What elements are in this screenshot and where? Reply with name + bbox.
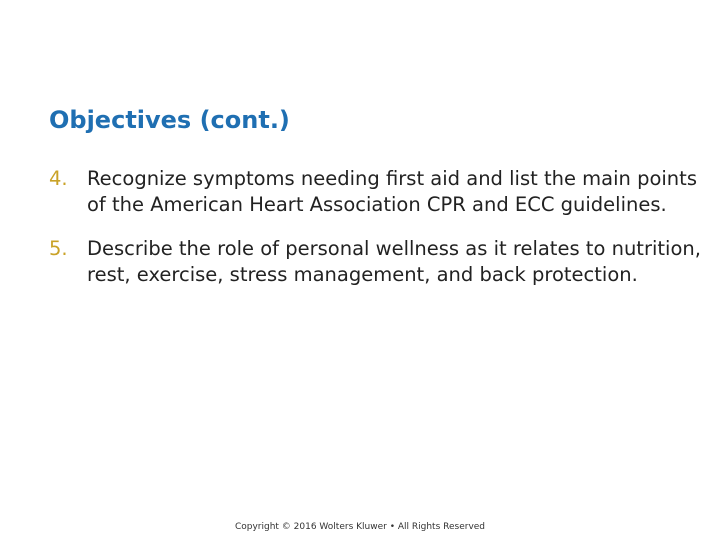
objective-text: Describe the role of personal wellness as it relates to nutrition, rest, exercise, stress management, and back protection. — [87, 237, 701, 286]
objectives-list — [49, 166, 709, 306]
objective-number: 4. — [49, 167, 68, 190]
copyright-footer: Copyright © 2016 Wolters Kluwer • All Rights Reserved — [234, 522, 486, 532]
slide-title: Objectives (cont.) — [49, 106, 290, 134]
objective-item-4 — [49, 166, 709, 218]
objective-text: Recognize symptoms needing first aid and list the main points of the American Heart Association CPR and ECC guidelines. — [87, 167, 697, 216]
objective-item-5 — [49, 236, 709, 288]
objective-number: 5. — [49, 237, 68, 260]
